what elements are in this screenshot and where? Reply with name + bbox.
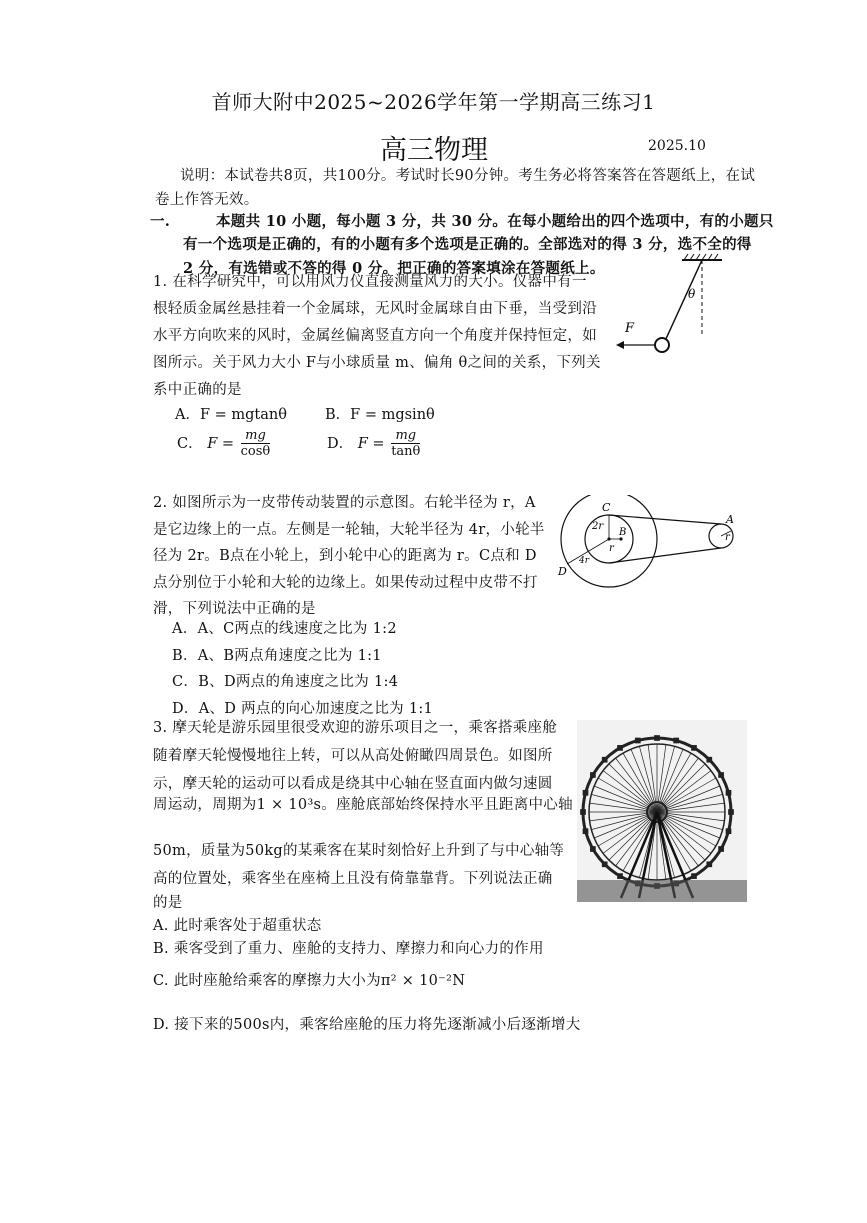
wheel-cabin <box>726 829 731 834</box>
q1-option-d-denominator: tanθ <box>391 444 421 459</box>
wheel-cabin <box>590 847 595 852</box>
q3-option-a: A. 此时乘客处于超重状态 <box>153 918 322 934</box>
label-b: B <box>619 527 627 538</box>
exam-title: 首师大附中2025~2026学年第一学期高三练习1 <box>211 90 656 114</box>
q1-line: 系中正确的是 <box>153 382 242 398</box>
q1-option-b: B．F = mgsinθ <box>325 407 435 423</box>
wheel-cabin <box>729 810 734 815</box>
suspension-wire <box>665 260 702 341</box>
q1-option-d-numerator: mg <box>391 428 420 444</box>
angle-label: θ <box>688 287 696 301</box>
section-number: 一. <box>150 213 171 230</box>
q2-options <box>172 616 433 722</box>
q2-option-b: B．A、B两点角速度之比为 1:1 <box>172 647 382 664</box>
q3-line: 50m，质量为50kg的某乘客在某时刻恰好上升到了与中心轴等 <box>153 843 565 859</box>
section-line-1: 本题共 10 小题，每小题 3 分，共 30 分。在每小题给出的四个选项中，有的小题只 <box>216 213 774 230</box>
q1-option-d-lhs: F = <box>357 436 385 452</box>
wheel-cabin <box>719 847 724 852</box>
ferris-wheel-photo <box>577 720 747 902</box>
instructions-line-1: 说明：本试卷共8页，共100分。考试时长90分钟。考生务必将答案答在答题纸上，在试 <box>180 168 756 184</box>
wheel-cabin <box>590 773 595 778</box>
q3-stem-part2 <box>153 837 564 893</box>
wheel-cabin <box>674 738 679 743</box>
ground-trees <box>577 880 747 902</box>
q1-line: 1. 在科学研究中，可以用风力仪直接测量风力的大小。仪器中有一 <box>153 274 587 290</box>
q2-line: 滑，下列说法中正确的是 <box>153 601 316 617</box>
label-r-right: r <box>725 532 730 543</box>
q1-option-d <box>327 428 420 460</box>
center-point <box>607 537 610 540</box>
q3-line: 高的位置处，乘客坐在座椅上且没有倚靠靠背。下列说法正确 <box>153 871 553 887</box>
q3-line: 3. 摩天轮是游乐园里很受欢迎的游乐项目之一，乘客搭乘座舱 <box>153 720 558 736</box>
q1-option-d-label: D． <box>327 436 354 452</box>
q3-stem-part1 <box>153 714 557 798</box>
subject-title: 高三物理 <box>380 135 488 166</box>
metal-ball <box>655 338 669 352</box>
wheel-cabin <box>635 738 640 743</box>
q1-option-c-label: C． <box>177 436 203 452</box>
q2-line: 径为 2r。B点在小轮上，到小轮中心的距离为 r。C点和 D <box>153 548 537 564</box>
q3-line: 随着摩天轮慢慢地往上转，可以从高处俯瞰四周景色。如图所 <box>153 748 553 764</box>
q1-option-c-denominator: cosθ <box>240 444 271 459</box>
label-d: D <box>558 565 567 578</box>
q2-stem <box>153 490 545 623</box>
q1-option-c-fraction <box>241 428 271 460</box>
q1-stem <box>153 269 601 404</box>
instructions-line-2: 卷上作答无效。 <box>155 192 259 208</box>
q2-line: 2. 如图所示为一皮带传动装置的示意图。右轮半径为 r，A <box>153 495 536 511</box>
label-r-left: r <box>609 543 614 554</box>
q1-option-d-fraction <box>391 428 420 460</box>
q1-line: 水平方向吹来的风时，金属丝偏离竖直方向一个角度并保持恒定，如 <box>153 328 597 344</box>
q1-option-c-numerator: mg <box>241 428 271 444</box>
wheel-cabin <box>581 810 586 815</box>
q1-pendulum-figure <box>610 250 730 365</box>
label-c: C <box>602 501 611 514</box>
wheel-cabin <box>602 862 607 867</box>
q3-option-c: C. 此时座舱给乘客的摩擦力大小为π² × 10⁻²N <box>153 973 466 989</box>
q2-line: 点分别位于小轮和大轮的边缘上。如果传动过程中皮带不打 <box>153 574 538 591</box>
force-arrowhead <box>616 341 624 349</box>
q2-line: 是它边缘上的一点。左侧是一轮轴，大轮半径为 4r，小轮半 <box>153 521 545 538</box>
q2-option-a: A．A、C两点的线速度之比为 1:2 <box>172 621 397 637</box>
q1-option-c <box>177 428 270 460</box>
force-label: F <box>625 321 635 336</box>
q3-option-d: D. 接下来的500s内，乘客给座舱的压力将先逐渐减小后逐渐增大 <box>153 1017 581 1033</box>
label-2r: 2r <box>592 521 604 532</box>
wheel-cabin <box>618 745 623 750</box>
wheel-cabin <box>692 874 697 879</box>
wheel-cabin <box>707 757 712 762</box>
wheel-cabin <box>583 829 588 834</box>
wheel-cabin <box>602 757 607 762</box>
q3-line: 示，摩天轮的运动可以看成是绕其中心轴在竖直面内做匀速圆 <box>153 776 553 792</box>
ceiling-support <box>682 254 722 260</box>
q3-line: 的是 <box>153 895 183 911</box>
section-line-3: 2 分，有选错或不答的得 0 分。把正确的答案填涂在答题纸上。 <box>183 260 605 277</box>
q2-option-c: C．B、D两点的角速度之比为 1:4 <box>172 674 399 690</box>
wheel-cabin <box>618 874 623 879</box>
wheel-cabin <box>726 790 731 795</box>
q2-option-d: D．A、D 两点的向心加速度之比为 1:1 <box>172 700 434 717</box>
label-a: A <box>726 513 734 526</box>
q1-line: 图所示。关于风力大小 F与小球质量 m、偏角 θ之间的关系，下列关 <box>153 355 601 371</box>
q2-belt-drive-figure <box>555 495 750 605</box>
q1-line: 根轻质金属丝悬挂着一个金属球，无风时金属球自由下垂，当受到沿 <box>153 301 597 317</box>
wheel-cabin <box>707 862 712 867</box>
q1-option-a: A．F = mgtanθ <box>175 407 287 423</box>
q3-line: 周运动，周期为1 × 10³s。座舱底部始终保持水平且距离中心轴 <box>153 797 573 813</box>
wheel-cabin <box>655 736 660 741</box>
exam-date: 2025.10 <box>648 138 706 154</box>
section-line-2: 有一个选项是正确的，有的小题有多个选项是正确的。全部选对的得 3 分，选不全的得 <box>183 236 752 253</box>
wheel-cabin <box>692 745 697 750</box>
wheel-cabin <box>583 790 588 795</box>
wheel-cabin <box>719 773 724 778</box>
q1-option-c-lhs: F = <box>207 436 235 452</box>
q3-option-b: B. 乘客受到了重力、座舱的支持力、摩擦力和向心力的作用 <box>153 941 544 957</box>
label-4r: 4r <box>579 556 590 566</box>
